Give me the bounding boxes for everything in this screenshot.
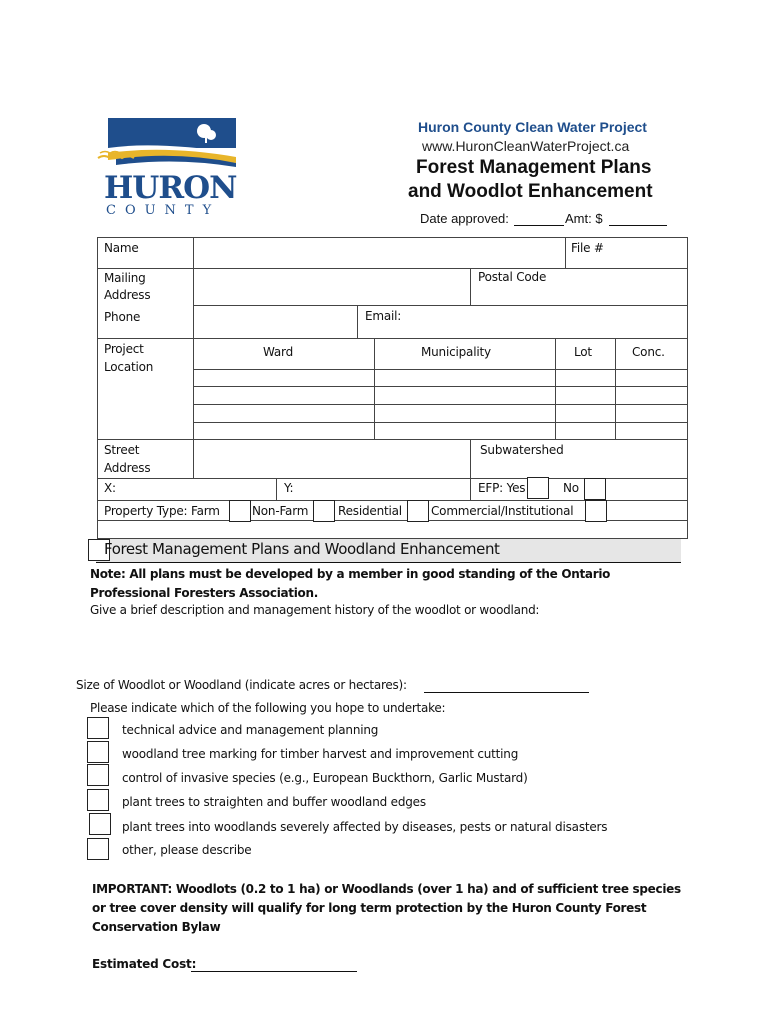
size-prompt: Size of Woodlot or Woodland (indicate acres or hectares): xyxy=(76,678,407,692)
file-number-label: File # xyxy=(571,241,604,255)
nonfarm-label: Non-Farm xyxy=(252,504,309,518)
farm-checkbox[interactable] xyxy=(229,500,251,522)
col-conc: Conc. xyxy=(632,345,665,359)
huron-county-logo xyxy=(96,113,241,221)
efp-no-label: No xyxy=(563,481,579,495)
col-lot: Lot xyxy=(574,345,592,359)
option-label-5: plant trees into woodlands severely affected by diseases, pests or natural disasters xyxy=(122,820,608,834)
subwatershed-label: Subwatershed xyxy=(480,443,564,457)
option-checkbox-1[interactable] xyxy=(87,717,109,739)
estimated-cost-label: Estimated Cost: xyxy=(92,957,197,971)
street-label-1: Street xyxy=(104,443,140,457)
col-ward: Ward xyxy=(263,345,293,359)
x-label: X: xyxy=(104,481,116,495)
efp-no-checkbox[interactable] xyxy=(584,478,606,500)
project-label-2: Location xyxy=(104,360,154,374)
option-checkbox-3[interactable] xyxy=(87,764,109,786)
logo-word-county: COUNTY xyxy=(106,203,221,218)
date-approved-field[interactable] xyxy=(514,225,564,226)
email-label: Email: xyxy=(365,309,402,323)
commercial-label: Commercial/Institutional xyxy=(431,504,574,518)
phone-label: Phone xyxy=(104,310,141,324)
logo-word-huron: HURON xyxy=(104,170,237,206)
mailing-address-field[interactable] xyxy=(195,270,468,304)
section-heading: Forest Management Plans and Woodland Enhancement xyxy=(104,540,500,558)
org-url: www.HuronCleanWaterProject.ca xyxy=(422,138,630,154)
option-label-2: woodland tree marking for timber harvest and improvement cutting xyxy=(122,747,519,761)
note-text: Note: All plans must be developed by a member in good standing of the Ontario Professional Foresters Association. xyxy=(90,567,611,600)
nonfarm-checkbox[interactable] xyxy=(313,500,335,522)
option-checkbox-5[interactable] xyxy=(89,813,111,835)
name-label: Name xyxy=(104,241,139,255)
postal-code-label: Postal Code xyxy=(478,270,547,284)
mailing-label-2: Address xyxy=(104,288,151,302)
mailing-label-1: Mailing xyxy=(104,271,146,285)
amt-label: Amt: $ xyxy=(565,211,603,226)
option-label-1: technical advice and management planning xyxy=(122,723,379,737)
street-address-field[interactable] xyxy=(195,441,468,477)
option-checkbox-6[interactable] xyxy=(87,838,109,860)
commercial-checkbox[interactable] xyxy=(585,500,607,522)
residential-checkbox[interactable] xyxy=(407,500,429,522)
option-checkbox-2[interactable] xyxy=(87,741,109,763)
y-label: Y: xyxy=(284,481,294,495)
estimated-cost-field[interactable] xyxy=(191,971,357,972)
phone-field[interactable] xyxy=(195,307,355,337)
option-label-4: plant trees to straighten and buffer woodland edges xyxy=(122,795,426,809)
amt-field[interactable] xyxy=(609,225,667,226)
size-field[interactable] xyxy=(424,692,589,693)
residential-label: Residential xyxy=(338,504,402,518)
street-label-2: Address xyxy=(104,461,151,475)
indicate-prompt: Please indicate which of the following you hope to undertake: xyxy=(90,701,446,715)
project-label-1: Project xyxy=(104,342,144,356)
describe-prompt: Give a brief description and management history of the woodlot or woodland: xyxy=(90,603,540,617)
col-municipality: Municipality xyxy=(421,345,491,359)
option-label-3: control of invasive species (e.g., European Buckthorn, Garlic Mustard) xyxy=(122,771,528,785)
page-title-line2: and Woodlot Enhancement xyxy=(408,181,653,202)
important-text: IMPORTANT: Woodlots (0.2 to 1 ha) or Woodlands (over 1 ha) and of sufficient tree species or tree cover density will qualify for long term protection by the Huron County Forest Conservation Bylaw xyxy=(92,882,681,934)
name-field[interactable] xyxy=(195,239,563,267)
property-type-label: Property Type: Farm xyxy=(104,504,220,518)
page-title-line1: Forest Management Plans xyxy=(416,157,652,178)
org-name: Huron County Clean Water Project xyxy=(418,119,647,135)
efp-yes-label: EFP: Yes xyxy=(478,481,526,495)
date-approved-label: Date approved: xyxy=(420,211,509,226)
option-checkbox-4[interactable] xyxy=(87,789,109,811)
efp-yes-checkbox[interactable] xyxy=(527,477,549,499)
option-label-6: other, please describe xyxy=(122,843,252,857)
